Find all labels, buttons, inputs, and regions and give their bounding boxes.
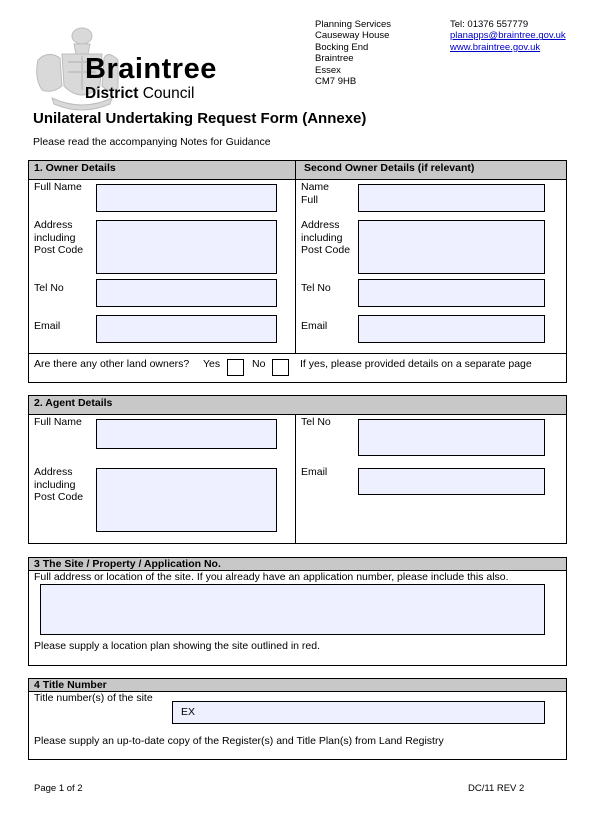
no-checkbox[interactable] — [272, 359, 289, 376]
logo-district: District — [85, 85, 139, 102]
yes-checkbox[interactable] — [227, 359, 244, 376]
email-link[interactable]: planapps@braintree.gov.uk — [450, 30, 566, 42]
title-number-heading: 4 Title Number — [34, 679, 107, 691]
intro-text: Please read the accompanying Notes for Guidance — [33, 136, 271, 148]
website-link[interactable]: www.braintree.gov.uk — [450, 41, 541, 53]
land-registry-note: Please supply an up-to-date copy of the Register(s) and Title Plan(s) from Land Registry — [34, 735, 444, 747]
address-line: Bocking End — [315, 41, 369, 53]
page-title: Unilateral Undertaking Request Form (Annexe) — [33, 110, 367, 127]
second-owner-address-field[interactable] — [358, 220, 545, 274]
name-label-line: Name — [301, 181, 330, 193]
phone-number: Tel: 01376 557779 — [450, 19, 529, 30]
agent-details-header — [29, 396, 566, 415]
second-owner-address-label — [301, 219, 350, 257]
second-owner-email-field[interactable] — [358, 315, 545, 343]
agent-email-field[interactable] — [358, 468, 545, 495]
name-label-line: Full — [301, 193, 318, 206]
office-address — [315, 19, 391, 87]
address-label-line: Post Code — [301, 244, 351, 256]
logo-name-line1: Braintree — [85, 53, 217, 85]
agent-full-name-label: Full Name — [34, 416, 82, 428]
address-label-line: Post Code — [34, 491, 84, 503]
owner-tel-label: Tel No — [34, 282, 64, 294]
second-owner-tel-field[interactable] — [358, 279, 545, 307]
address-line: CM7 9HB — [315, 76, 357, 88]
logo-council: Council — [142, 85, 195, 102]
title-number-label: Title number(s) of the site — [34, 692, 153, 704]
site-address-field[interactable] — [40, 584, 545, 635]
agent-details-heading: 2. Agent Details — [34, 397, 113, 409]
owner-email-field[interactable] — [96, 315, 277, 343]
second-owner-tel-label: Tel No — [301, 282, 331, 294]
owner-email-label: Email — [34, 320, 61, 332]
divider-line — [29, 353, 566, 354]
address-label-line: Post Code — [34, 244, 84, 256]
second-owner-name-field[interactable] — [358, 184, 545, 212]
address-line: Planning Services — [315, 19, 392, 30]
site-instruction: Full address or location of the site. If you already have an application number, please include this also. — [34, 571, 509, 583]
column-divider — [295, 161, 296, 353]
address-label-line: including — [34, 478, 76, 491]
address-label-line: Address — [34, 219, 73, 231]
owner-full-name-label: Full Name — [34, 181, 82, 193]
second-owner-heading: Second Owner Details (if relevant) — [304, 162, 475, 174]
agent-tel-field[interactable] — [358, 419, 545, 456]
logo-name-line2 — [85, 85, 194, 104]
agent-email-label: Email — [301, 466, 328, 478]
second-owner-name-label — [301, 181, 329, 206]
no-label: No — [252, 358, 266, 370]
address-line: Causeway House — [315, 30, 390, 42]
agent-address-field[interactable] — [96, 468, 277, 532]
address-label-line: including — [34, 231, 76, 244]
other-owners-question: Are there any other land owners? — [34, 358, 190, 370]
yes-label: Yes — [203, 358, 221, 370]
address-label-line: Address — [301, 219, 340, 231]
address-label-line: including — [301, 231, 343, 244]
address-label-line: Address — [34, 466, 73, 478]
contact-block — [450, 19, 566, 53]
site-heading: 3 The Site / Property / Application No. — [34, 558, 221, 570]
owner-address-label — [34, 219, 83, 257]
owner-address-field[interactable] — [96, 220, 277, 274]
agent-tel-label: Tel No — [301, 416, 331, 428]
if-yes-note: If yes, please provided details on a separate page — [300, 358, 532, 370]
owner-details-heading: 1. Owner Details — [34, 162, 116, 174]
address-line: Braintree — [315, 53, 354, 65]
title-number-header — [29, 679, 566, 692]
owner-full-name-field[interactable] — [96, 184, 277, 212]
owner-details-header — [29, 161, 566, 180]
second-owner-email-label: Email — [301, 320, 328, 332]
agent-full-name-field[interactable] — [96, 419, 277, 449]
agent-address-label — [34, 466, 83, 504]
form-reference: DC/11 REV 2 — [468, 783, 525, 794]
address-line: Essex — [315, 64, 341, 76]
site-header — [29, 558, 566, 571]
location-plan-note: Please supply a location plan showing the site outlined in red. — [34, 640, 321, 652]
page-number: Page 1 of 2 — [34, 783, 83, 794]
owner-tel-field[interactable] — [96, 279, 277, 307]
title-number-field[interactable] — [172, 701, 545, 724]
column-divider — [295, 415, 296, 543]
title-number-value: EX — [181, 706, 196, 718]
